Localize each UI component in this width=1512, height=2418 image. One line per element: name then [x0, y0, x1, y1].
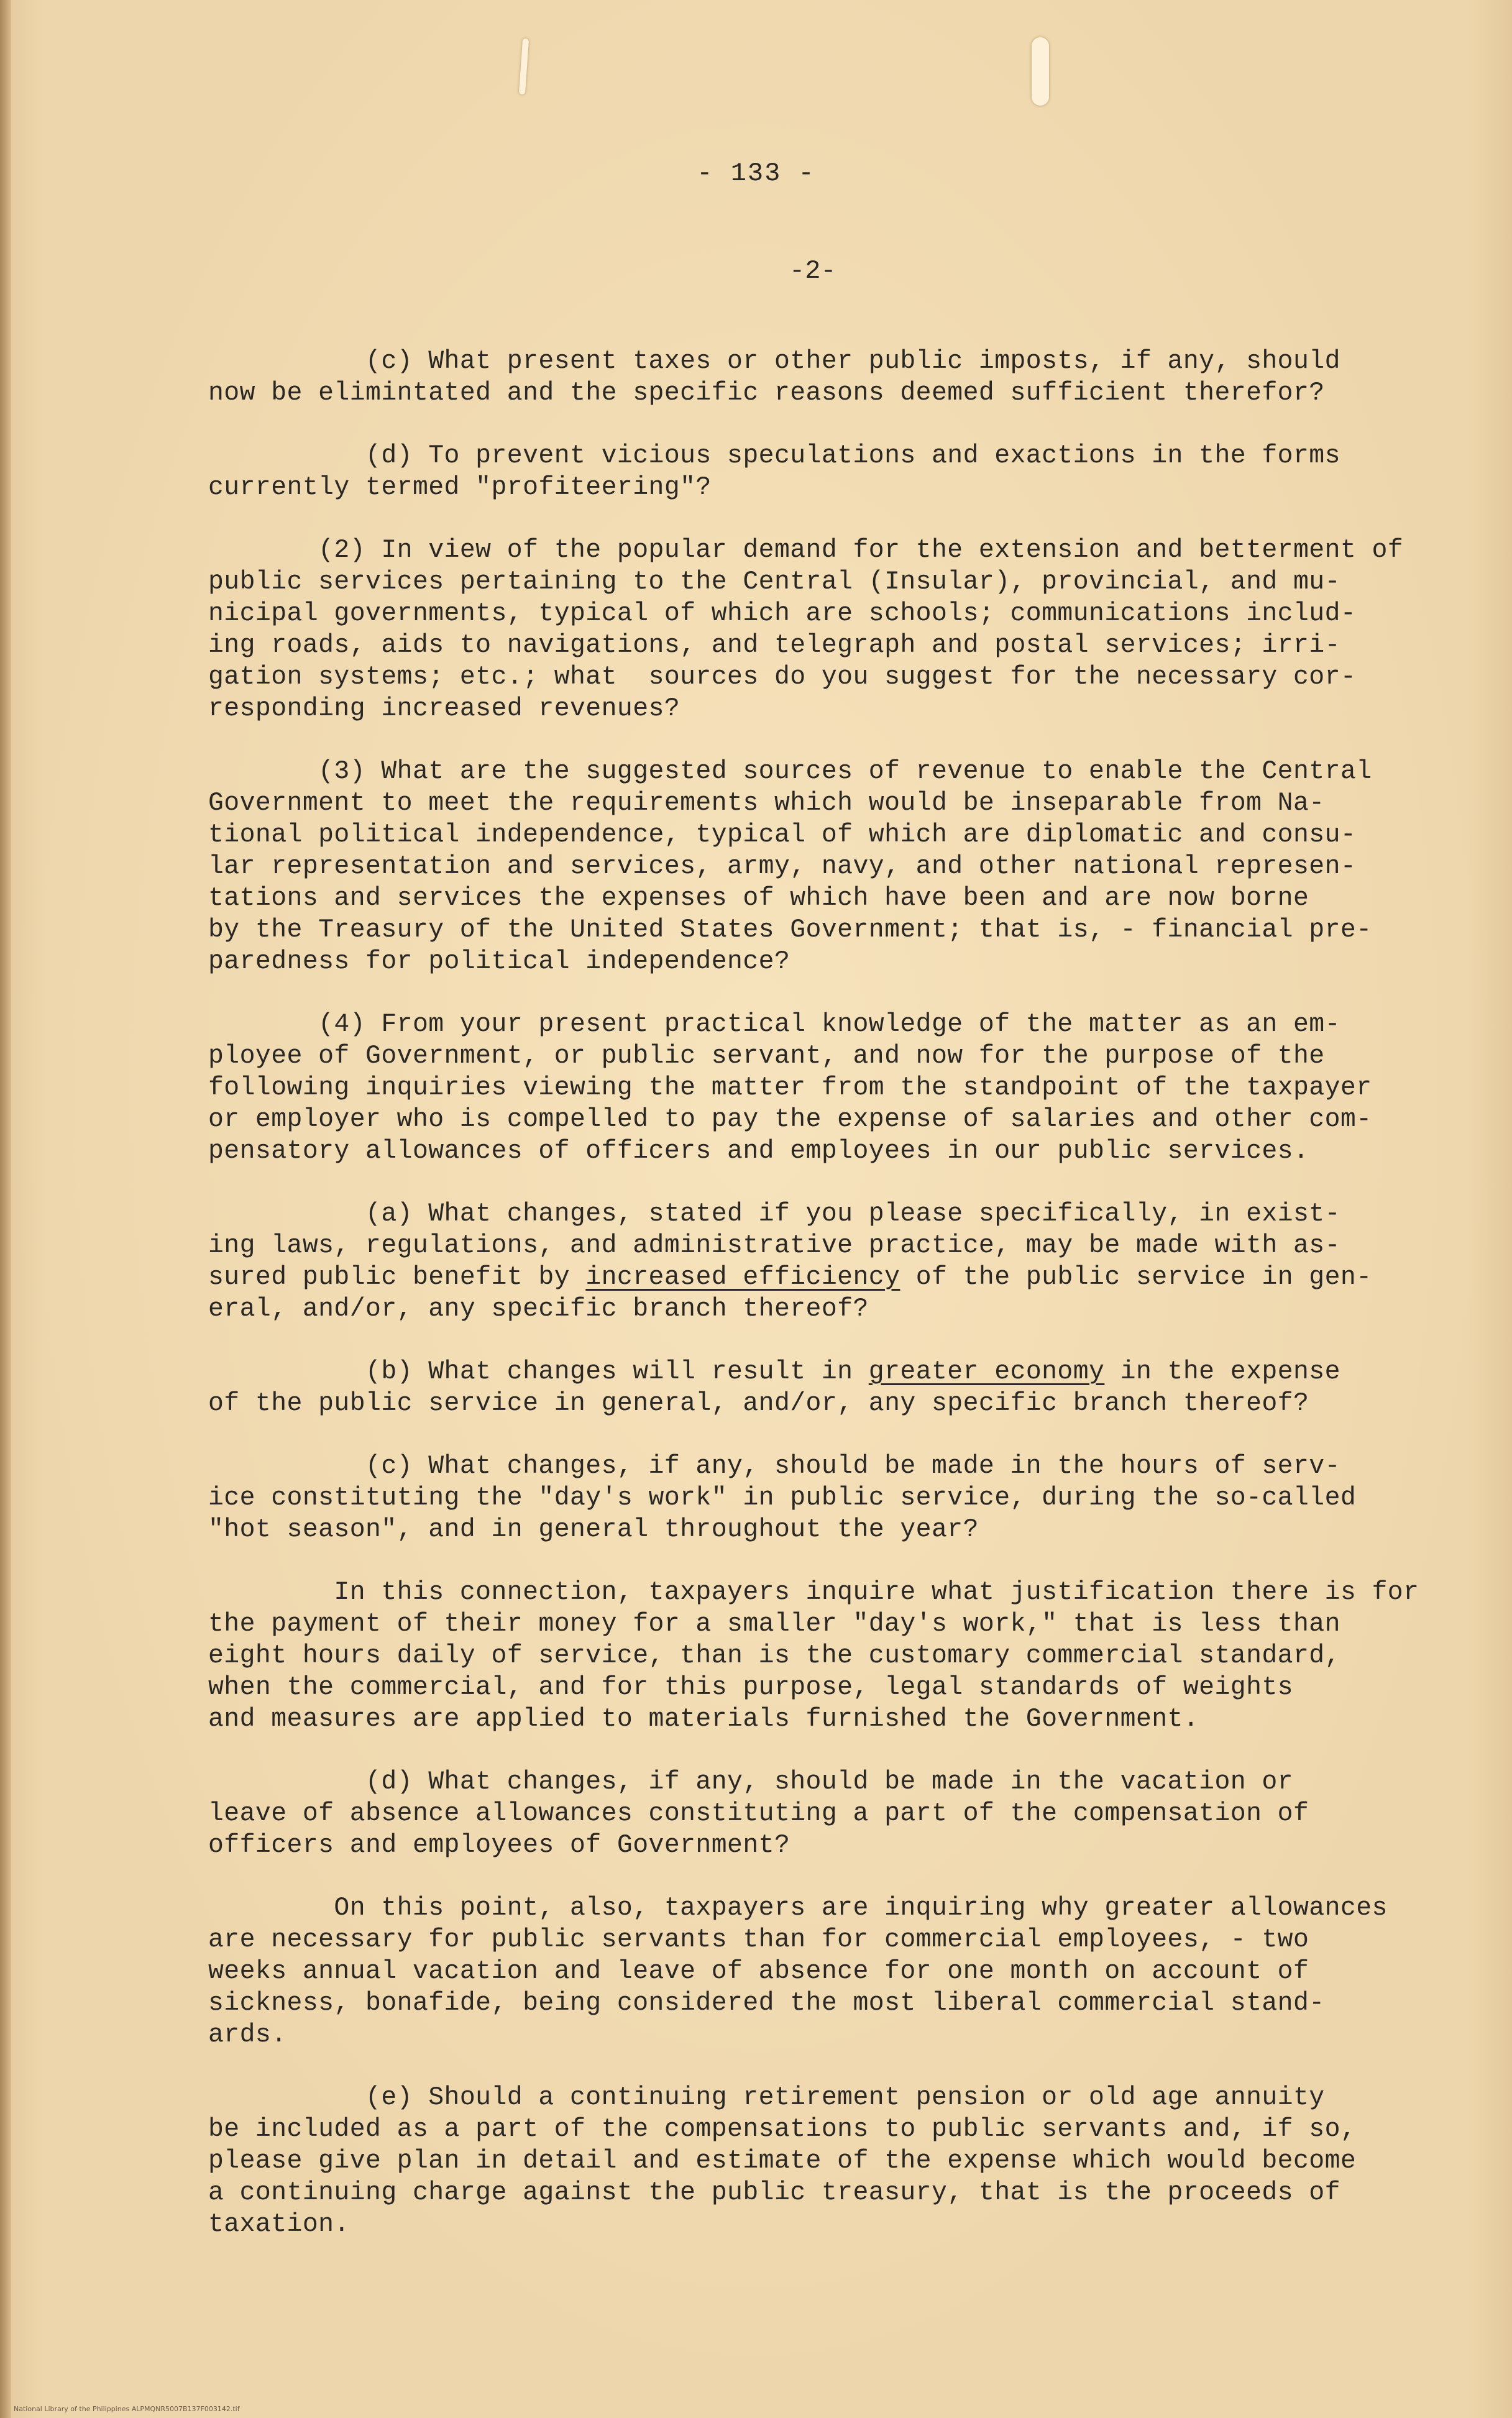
text-line: On this point, also, taxpayers are inquiring why greater allowances — [208, 1894, 1388, 1923]
text-line: and measures are applied to materials furnished the Government. — [208, 1705, 1199, 1734]
text-line: are necessary for public servants than for commercial employees, - two — [208, 1925, 1309, 1954]
text-line: officers and employees of Government? — [208, 1831, 790, 1860]
text-line: (4) From your present practical knowledge of the matter as an em- — [208, 1010, 1340, 1039]
text-segment: of the public service in gen- — [900, 1263, 1372, 1292]
text-line: gation systems; etc.; what sources do you suggest for the necessary cor- — [208, 662, 1357, 692]
paragraph-conn — [208, 1577, 1419, 1735]
text-line — [208, 1230, 1401, 1262]
text-line: "hot season", and in general throughout the year? — [208, 1515, 979, 1544]
paragraph-e — [208, 2082, 1401, 2240]
text-line: public services pertaining to the Central (Insular), provincial, and mu- — [208, 567, 1340, 597]
underlined-phrase: increased efficiency — [585, 1263, 900, 1292]
text-line: ice constituting the "day's work" in public service, during the so-called — [208, 1483, 1357, 1513]
text-line: weeks annual vacation and leave of absence for one month on account of — [208, 1957, 1309, 1986]
text-line: tations and services the expenses of which have been and are now borne — [208, 884, 1309, 913]
paragraph-p2 — [208, 534, 1404, 725]
text-line: eight hours daily of service, than is the customary commercial standard, — [208, 1641, 1340, 1670]
text-line: sickness, bonafide, being considered the most liberal commercial stand- — [208, 1989, 1325, 2018]
paragraph-point — [208, 1892, 1401, 2051]
text-line: ards. — [208, 2020, 287, 2049]
paragraph-c — [208, 346, 1401, 409]
page-number: - 133 - — [697, 158, 815, 188]
text-line: ing roads, aids to navigations, and telegraph and postal services; irri- — [208, 631, 1340, 660]
text-line: when the commercial, and for this purpose, legal standards of weights — [208, 1673, 1293, 1702]
text-line: the payment of their money for a smaller "day's work," that is less than — [208, 1610, 1340, 1639]
text-line: tional political independence, typical of which are diplomatic and consu- — [208, 820, 1357, 850]
text-segment: ing laws, regulations, and administrative practice, may be made with as- — [208, 1231, 1340, 1260]
text-line: following inquiries viewing the matter from the standpoint of the taxpayer — [208, 1073, 1372, 1102]
document-body — [208, 346, 1419, 2271]
text-line: (c) What present taxes or other public imposts, if any, should — [208, 347, 1340, 376]
scan-footer: National Library of the Philippines ALPMQNR5007B137F003142.tif — [14, 2405, 240, 2413]
text-line: lar representation and services, army, navy, and other national represen- — [208, 852, 1357, 881]
paragraph-d — [208, 440, 1401, 503]
text-line: ployee of Government, or public servant, and now for the purpose of the — [208, 1042, 1325, 1071]
text-line — [208, 1388, 1401, 1419]
text-segment: (a) What changes, stated if you please specifically, in exist- — [208, 1199, 1340, 1229]
text-line — [208, 1198, 1401, 1230]
paragraph-p4 — [208, 1009, 1401, 1167]
text-line: (d) To prevent vicious speculations and exactions in the forms — [208, 441, 1340, 470]
text-line: or employer who is compelled to pay the expense of salaries and other com- — [208, 1105, 1372, 1134]
paragraph-d2 — [208, 1766, 1401, 1861]
text-line: paredness for political independence? — [208, 947, 790, 976]
text-line: Government to meet the requirements which would be inseparable from Na- — [208, 789, 1325, 818]
paragraph-c2 — [208, 1450, 1401, 1546]
text-segment: eral, and/or, any specific branch thereof? — [208, 1294, 869, 1324]
paragraph-b — [208, 1356, 1401, 1419]
text-line: nicipal governments, typical of which are schools; communications includ- — [208, 599, 1357, 628]
text-line — [208, 1356, 1401, 1388]
text-line: currently termed "profiteering"? — [208, 473, 712, 502]
text-line: (3) What are the suggested sources of revenue to enable the Central — [208, 757, 1372, 786]
text-line — [208, 1262, 1401, 1293]
text-line: now be elimintated and the specific reasons deemed sufficient therefor? — [208, 378, 1325, 408]
punch-hole-right — [1032, 37, 1049, 106]
underlined-phrase: greater economy — [868, 1357, 1105, 1386]
text-segment: (b) What changes will result in — [208, 1357, 869, 1386]
text-line: by the Treasury of the United States Government; that is, - financial pre- — [208, 915, 1372, 945]
page-edge — [0, 0, 11, 2418]
paragraph-p3 — [208, 756, 1401, 978]
text-segment: sured public benefit by — [208, 1263, 586, 1292]
text-segment: in the expense — [1104, 1357, 1340, 1386]
text-line — [208, 1293, 1401, 1325]
text-line: (c) What changes, if any, should be made in the hours of serv- — [208, 1452, 1340, 1481]
text-line: (d) What changes, if any, should be made in the vacation or — [208, 1767, 1293, 1797]
text-line: taxation. — [208, 2210, 350, 2239]
text-line: (e) Should a continuing retirement pension or old age annuity — [208, 2083, 1325, 2112]
punch-hole-left — [519, 39, 529, 94]
text-line: leave of absence allowances constituting a part of the compensation of — [208, 1799, 1309, 1828]
text-line: responding increased revenues? — [208, 694, 680, 723]
text-segment: of the public service in general, and/or, any specific branch thereof? — [208, 1389, 1309, 1418]
text-line: please give plan in detail and estimate of the expense which would become — [208, 2146, 1357, 2176]
text-line: (2) In view of the popular demand for the extension and betterment of — [208, 536, 1404, 565]
paragraph-a — [208, 1198, 1401, 1325]
text-line: a continuing charge against the public treasury, that is the proceeds of — [208, 2178, 1340, 2207]
text-line: pensatory allowances of officers and employees in our public services. — [208, 1137, 1309, 1166]
text-line: In this connection, taxpayers inquire what justification there is for — [208, 1578, 1419, 1607]
text-line: be included as a part of the compensations to public servants and, if so, — [208, 2115, 1357, 2144]
section-number: -2- — [789, 256, 836, 286]
